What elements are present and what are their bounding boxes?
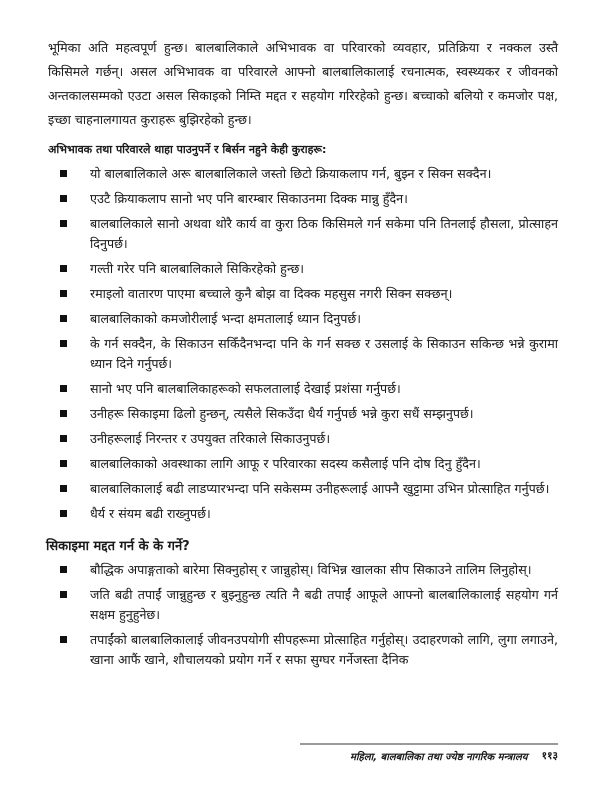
list-item: सानो भए पनि बालबालिकाहरूको सफलतालाई देखाई प्रशंसा गर्नुपर्छ।: [48, 379, 558, 399]
bullet-icon: [60, 170, 67, 177]
list-item: गल्ती गरेर पनि बालबालिकाले सिकिरहेको हुन्छ।: [48, 259, 558, 279]
list-item: धैर्य र संयम बढी राख्नुपर्छ।: [48, 504, 558, 524]
list-item: रमाइलो वातारण पाएमा बच्चाले कुनै बोझ वा दिक्क महसुस नगरी सिक्न सक्छन्।: [48, 284, 558, 304]
bullet-icon: [60, 265, 67, 272]
list-item: यो बालबालिकाले अरू बालबालिकाले जस्तो छिटो क्रियाकलाप गर्न, बुझ्न र सिक्न सक्दैन।: [48, 164, 558, 184]
list-item: बालबालिकाले सानो अथवा थोरै कार्य वा कुरा ठिक किसिमले गर्न सकेमा पनि तिनलाई हौसला, प्रोत्साहन दिनुपर्छ।: [48, 214, 558, 254]
bullet-icon: [60, 340, 67, 347]
page-body: [48, 36, 558, 675]
list-learning-help: [48, 560, 558, 670]
bullet-icon: [60, 315, 67, 322]
page-number: ११३: [541, 750, 558, 762]
list-item: जति बढी तपाईं जान्नुहुन्छ र बुझ्नुहुन्छ त्यति नै बढी तपाईं आफूले आफ्नो बालबालिकालाई सहयोग गर्न सक्षम हुनुहुनेछ।: [48, 585, 558, 625]
intro-paragraph: भूमिका अति महत्वपूर्ण हुन्छ। बालबालिकाले अभिभावक वा परिवारको व्यवहार, प्रतिक्रिया र नक्कल उस्तै किसिमले गर्छन्। असल अभिभावक वा परिवारले आफ्नो बालबालिकालाई रचनात्मक, स्वस्थ्यकर र जीवनको अन्तकालसम्मको एउटा असल सिकाइको निम्ति मद्दत र सहयोग गरिरहेको हुन्छ। बच्चाको बलियो र कमजोर पक्ष, इच्छा चाहनालगायत कुराहरू बुझिरहेको हुन्छ।: [48, 40, 558, 127]
bullet-icon: [60, 566, 67, 573]
list-item: बालबालिकाको अवस्थाका लागि आफू र परिवारका सदस्य कसैलाई पनि दोष दिनु हुँदैन।: [48, 454, 558, 474]
bullet-icon: [60, 591, 67, 598]
list-item: के गर्न सक्दैन, के सिकाउन सकिँदैनभन्दा पनि के गर्न सक्छ र उसलाई के सिकाउन सकिन्छ भन्ने कुरामा ध्यान दिने गर्नुपर्छ।: [48, 334, 558, 374]
bullet-icon: [60, 485, 67, 492]
footer-publisher: महिला, बालबालिका तथा ज्येष्ठ नागरिक मन्त्रालय: [349, 752, 528, 763]
list-item: उनीहरूलाई निरन्तर र उपयुक्त तरिकाले सिकाउनुपर्छ।: [48, 429, 558, 449]
list-parents: [48, 164, 558, 524]
page-footer: [300, 743, 558, 767]
bullet-icon: [60, 410, 67, 417]
bullet-icon: [60, 460, 67, 467]
list-item: एउटै क्रियाकलाप सानो भए पनि बारम्बार सिकाउनमा दिक्क मान्नु हुँदैन।: [48, 189, 558, 209]
section-heading-learning-help: सिकाइमा मद्दत गर्न के के गर्ने?: [46, 539, 190, 554]
bullet-icon: [60, 290, 67, 297]
list-item: बौद्धिक अपाङ्गताको बारेमा सिक्नुहोस् र जान्नुहोस्। विभिन्न खालका सीप सिकाउने तालिम लिनुहोस्।: [48, 560, 558, 580]
list-item: तपाईंको बालबालिकालाई जीवनउपयोगी सीपहरूमा प्रोत्साहित गर्नुहोस्। उदाहरणको लागि, लुगा लगाउने, खाना आफैं खाने, शौचालयको प्रयोग गर्ने र सफा सुग्घर गर्नेजस्ता दैनिक: [48, 630, 558, 670]
section-heading-parents: अभिभावक तथा परिवारले थाहा पाउनुपर्ने र बिर्सन नहुने केही कुराहरू:: [48, 143, 327, 156]
bullet-icon: [60, 435, 67, 442]
bullet-icon: [60, 510, 67, 517]
list-item: बालबालिकालाई बढी लाडप्यारभन्दा पनि सकेसम्म उनीहरूलाई आफ्नै खुट्टामा उभिन प्रोत्साहित गर्नुपर्छ।: [48, 479, 558, 499]
list-item: बालबालिकाको कमजोरीलाई भन्दा क्षमतालाई ध्यान दिनुपर्छ।: [48, 309, 558, 329]
bullet-icon: [60, 195, 67, 202]
bullet-icon: [60, 220, 67, 227]
bullet-icon: [60, 385, 67, 392]
bullet-icon: [60, 636, 67, 643]
list-item: उनीहरू सिकाइमा ढिलो हुन्छन्, त्यसैले सिकउँदा धैर्य गर्नुपर्छ भन्ने कुरा सधैं सम्झनुपर्छ।: [48, 404, 558, 424]
